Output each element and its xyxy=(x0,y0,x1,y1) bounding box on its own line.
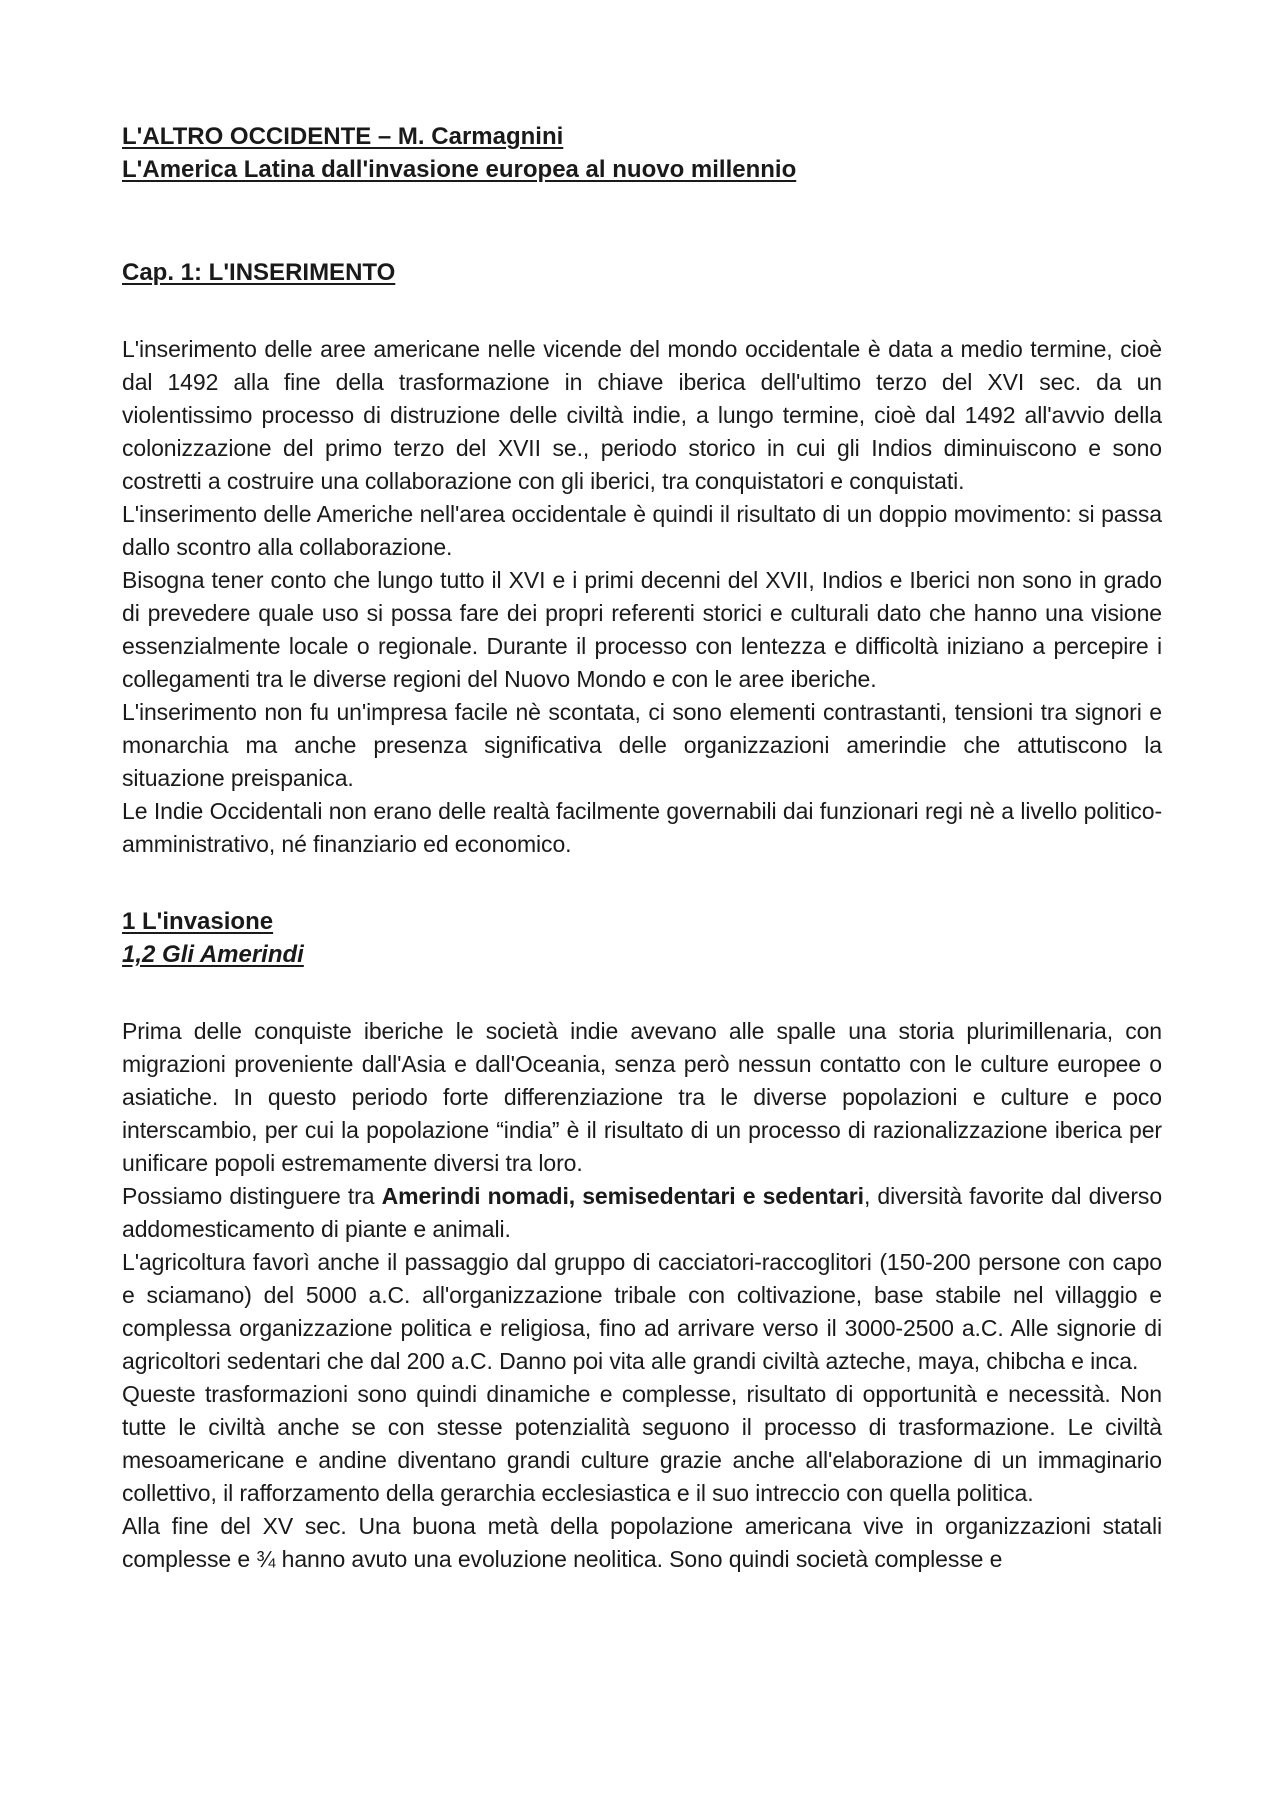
paragraph: L'inserimento delle aree americane nelle vicende del mondo occidentale è data a medio termine, cioè dal 1492 alla fine della trasformazione in chiave iberica dell'ultimo terzo del XVI sec. da un violentissimo processo di distruzione delle civiltà indie, a lungo termine, cioè dal 1492 all'avvio della colonizzazione del primo terzo del XVII se., periodo storico in cui gli Indios diminuiscono e sono costretti a costruire una collaborazione con gli iberici, tra conquistatori e conquistati. xyxy=(122,336,1162,494)
paragraph: Bisogna tener conto che lungo tutto il XVI e i primi decenni del XVII, Indios e Iberici non sono in grado di prevedere quale uso si possa fare dei propri referenti storici e culturali dato che hanno una visione essenzialmente locale o regionale. Durante il processo con lentezza e difficoltà iniziano a percepire i collegamenti tra le diverse regioni del Nuovo Mondo e con le aree iberiche. xyxy=(122,567,1162,692)
paragraph: L'agricoltura favorì anche il passaggio dal gruppo di cacciatori-raccoglitori (150-200 persone con capo e sciamano) del 5000 a.C. all'organizzazione tribale con coltivazione, base stabile nel villaggio e complessa organizzazione politica e religiosa, fino ad arrivare verso il 3000-2500 a.C. Alle signorie di agricoltori sedentari che dal 200 a.C. Danno poi vita alle grandi civiltà azteche, maya, chibcha e inca. xyxy=(122,1249,1162,1374)
paragraph: Prima delle conquiste iberiche le società indie avevano alle spalle una storia plurimillenaria, con migrazioni proveniente dall'Asia e dall'Oceania, senza però nessun contatto con le culture europee o asiatiche. In questo periodo forte differenziazione tra le diverse popolazioni e culture e poco interscambio, per cui la popolazione “india” è il risultato di un processo di razionalizzazione iberica per unificare popoli estremamente diversi tra loro. xyxy=(122,1018,1162,1176)
amerindi-section xyxy=(122,1015,1162,1576)
paragraph-text: Possiamo distinguere tra xyxy=(122,1183,382,1209)
paragraph: Alla fine del XV sec. Una buona metà della popolazione americana vive in organizzazioni statali complesse e ¾ hanno avuto una evoluzione neolitica. Sono quindi società complesse e xyxy=(122,1513,1162,1572)
section-heading: 1 L'invasione xyxy=(122,908,274,935)
paragraph: Queste trasformazioni sono quindi dinamiche e complesse, risultato di opportunità e necessità. Non tutte le civiltà anche se con stesse potenzialità seguono il processo di trasformazione. Le civiltà mesoamericane e andine diventano grandi culture grazie anche all'elaborazione di un immaginario collettivo, il rafforzamento della gerarchia ecclesiastica e il suo intreccio con quella politica. xyxy=(122,1381,1162,1506)
document-subtitle: L'America Latina dall'invasione europea al nuovo millennio xyxy=(122,156,797,183)
intro-section xyxy=(122,333,1162,861)
paragraph xyxy=(122,1180,1162,1246)
document-title: L'ALTRO OCCIDENTE – M. Carmagnini xyxy=(122,123,564,150)
bold-emphasis: Amerindi nomadi, semisedentari e sedentari xyxy=(381,1183,864,1209)
section-headings xyxy=(122,905,1162,971)
paragraph-text: , diversità favorite dal diverso addomesticamento di piante e animali. xyxy=(122,1183,1163,1242)
paragraph: Le Indie Occidentali non erano delle realtà facilmente governabili dai funzionari regi nè a livello politico-amministrativo, né finanziario ed economico. xyxy=(122,798,1162,857)
document-page xyxy=(122,120,1162,1576)
chapter-heading: Cap. 1: L'INSERIMENTO xyxy=(122,259,396,286)
paragraph: L'inserimento non fu un'impresa facile nè scontata, ci sono elementi contrastanti, tensioni tra signori e monarchia ma anche presenza significativa delle organizzazioni amerindie che attutiscono la situazione preispanica. xyxy=(122,699,1162,791)
subsection-heading: 1,2 Gli Amerindi xyxy=(122,941,304,968)
paragraph: L'inserimento delle Americhe nell'area occidentale è quindi il risultato di un doppio movimento: si passa dallo scontro alla collaborazione. xyxy=(122,501,1162,560)
